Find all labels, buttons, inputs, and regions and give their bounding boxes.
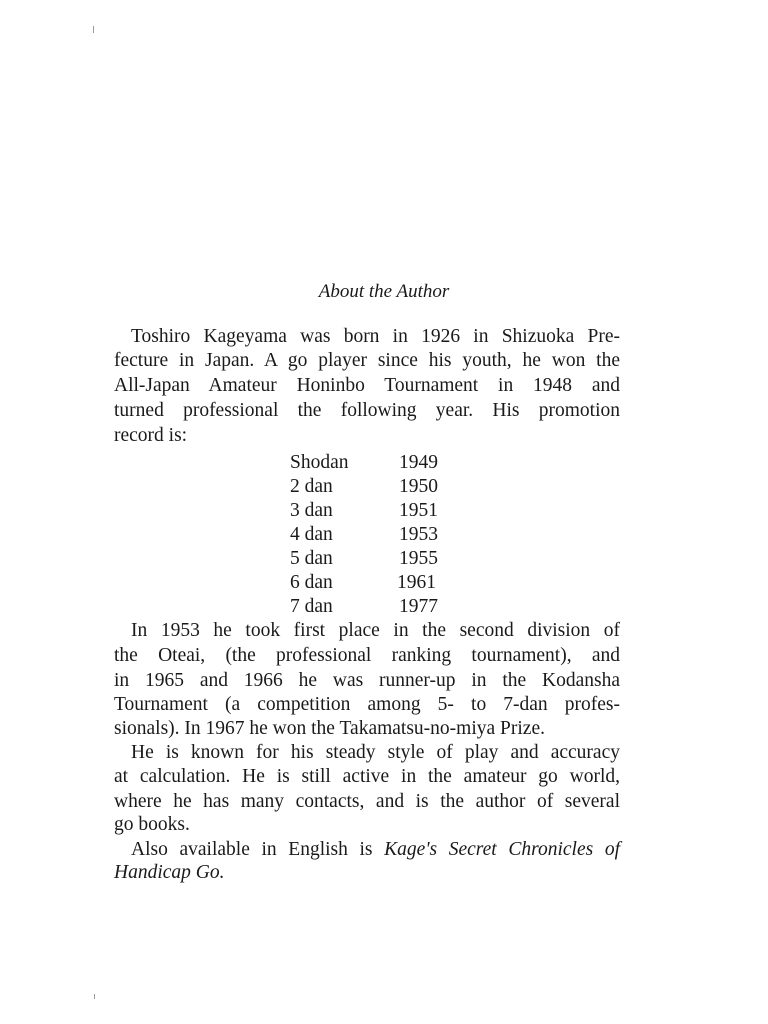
rank-year: 1961 bbox=[397, 572, 436, 593]
title-text: About the Author bbox=[318, 281, 450, 302]
para2-line-4: Tournament (a competition among 5- to 7-dan profes- bbox=[114, 694, 620, 715]
rank-year: 1949 bbox=[399, 452, 438, 473]
para1-line-3: All-Japan Amateur Honinbo Tournament in 1948 and bbox=[114, 375, 620, 396]
record-row bbox=[290, 523, 470, 547]
para2-line-5: sionals). In 1967 he won the Takamatsu-no-miya Prize. bbox=[114, 718, 545, 739]
rank-year: 1953 bbox=[399, 524, 438, 545]
record-row bbox=[290, 571, 470, 595]
record-row bbox=[290, 475, 470, 499]
page-title bbox=[0, 280, 768, 304]
para2-line-2: the Oteai, (the professional ranking tournament), and bbox=[114, 645, 620, 666]
record-row bbox=[290, 595, 470, 619]
para1-line-5: record is: bbox=[114, 425, 188, 446]
para3-line-4: go books. bbox=[114, 814, 190, 835]
para4-line-2 bbox=[114, 861, 620, 885]
para1-line-4: turned professional the following year. His promotion bbox=[114, 400, 620, 421]
para4-line-1 bbox=[114, 838, 620, 862]
rank-year: 1977 bbox=[399, 596, 438, 617]
rank-year: 1950 bbox=[399, 476, 438, 497]
rank-year: 1951 bbox=[399, 500, 438, 521]
book-title-continued: Handicap Go. bbox=[114, 862, 225, 883]
scan-mark-top bbox=[93, 26, 94, 33]
para4-prefix: Also available in English is bbox=[131, 839, 373, 860]
para3-line-1: He is known for his steady style of play and accuracy bbox=[131, 742, 620, 763]
rank-label: 2 dan bbox=[290, 476, 333, 497]
rank-label: Shodan bbox=[290, 452, 349, 473]
book-title: Kage's Secret Chronicles of bbox=[384, 839, 620, 860]
para3-line-2: at calculation. He is still active in the amateur go world, bbox=[114, 766, 620, 787]
rank-label: 7 dan bbox=[290, 596, 333, 617]
rank-label: 3 dan bbox=[290, 500, 333, 521]
para2-line-3: in 1965 and 1966 he was runner-up in the Kodansha bbox=[114, 670, 620, 691]
record-row bbox=[290, 499, 470, 523]
para1-line-1: Toshiro Kageyama was born in 1926 in Shizuoka Pre- bbox=[131, 326, 620, 347]
para2-line-1: In 1953 he took first place in the second division of bbox=[131, 620, 620, 641]
para1-line-2: fecture in Japan. A go player since his youth, he won the bbox=[114, 350, 620, 371]
rank-label: 4 dan bbox=[290, 524, 333, 545]
rank-year: 1955 bbox=[399, 548, 438, 569]
record-row bbox=[290, 547, 470, 571]
promotion-record-table bbox=[290, 451, 470, 619]
scan-mark-bottom bbox=[94, 994, 95, 999]
rank-label: 6 dan bbox=[290, 572, 333, 593]
para3-line-3: where he has many contacts, and is the author of several bbox=[114, 791, 620, 812]
rank-label: 5 dan bbox=[290, 548, 333, 569]
record-row bbox=[290, 451, 470, 475]
